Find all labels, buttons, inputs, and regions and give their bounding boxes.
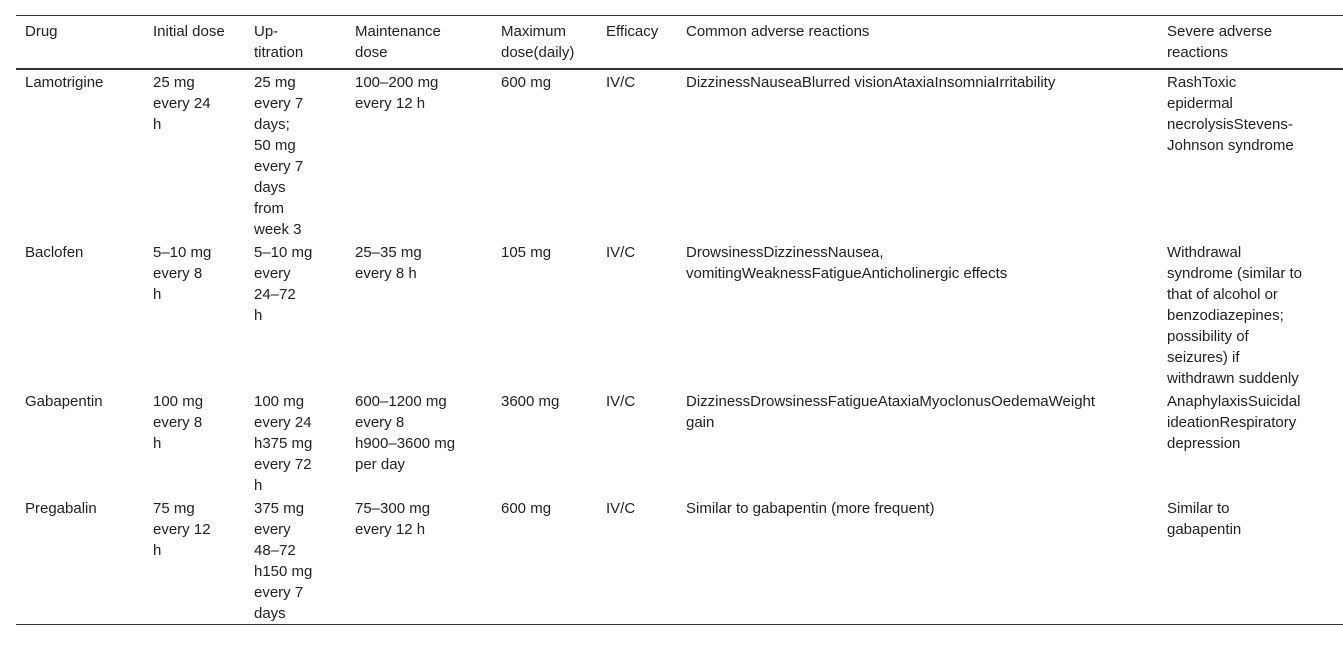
cell-maintenance-dose: 75–300 mg every 12 h xyxy=(355,500,431,538)
cell-efficacy: IV/C xyxy=(606,74,636,91)
header-drug: Drug xyxy=(25,23,58,40)
cell-up-titration: 5–10 mg every 24–72 h xyxy=(254,244,313,324)
table-row xyxy=(16,240,1343,389)
table-row xyxy=(16,496,1343,625)
cell-initial-dose: 5–10 mg every 8 h xyxy=(153,244,212,303)
cell-up-titration: 25 mg every 7 days; 50 mg every 7 days from week 3 xyxy=(254,74,304,238)
cell-maintenance-dose: 600–1200 mg every 8 h900–3600 mg per day xyxy=(355,393,456,473)
cell-severe-adverse-reactions: RashToxic epidermal necrolysisStevens- Johnson syndrome xyxy=(1167,74,1294,154)
cell-maximum-dose: 3600 mg xyxy=(501,393,560,410)
cell-severe-adverse-reactions: Similar to gabapentin xyxy=(1167,500,1242,538)
cell-efficacy: IV/C xyxy=(606,393,636,410)
cell-maximum-dose: 600 mg xyxy=(501,500,552,517)
header-common-adverse-reactions: Common adverse reactions xyxy=(686,23,870,40)
table-row xyxy=(16,69,1343,240)
header-maintenance-dose: Maintenance dose xyxy=(355,23,441,61)
cell-severe-adverse-reactions: AnaphylaxisSuicidal ideationRespiratory depression xyxy=(1167,393,1301,452)
cell-up-titration: 375 mg every 48–72 h150 mg every 7 days xyxy=(254,500,313,622)
header-up-titration: Up- titration xyxy=(254,23,304,61)
cell-common-adverse-reactions: DizzinessDrowsinessFatigueAtaxiaMyoclonusOedemaWeight gain xyxy=(686,393,1096,431)
drug-table xyxy=(16,15,1343,625)
cell-maintenance-dose: 100–200 mg every 12 h xyxy=(355,74,439,112)
cell-up-titration: 100 mg every 24 h375 mg every 72 h xyxy=(254,393,313,494)
cell-initial-dose: 75 mg every 12 h xyxy=(153,500,211,559)
header-row xyxy=(16,16,1343,70)
cell-common-adverse-reactions: Similar to gabapentin (more frequent) xyxy=(686,500,935,517)
cell-initial-dose: 100 mg every 8 h xyxy=(153,393,204,452)
header-severe-adverse-reactions: Severe adverse reactions xyxy=(1167,23,1273,61)
cell-drug: Baclofen xyxy=(25,244,84,261)
cell-common-adverse-reactions: DrowsinessDizzinessNausea, vomitingWeaknessFatigueAnticholinergic effects xyxy=(686,244,1008,282)
cell-efficacy: IV/C xyxy=(606,500,636,517)
cell-severe-adverse-reactions: Withdrawal syndrome (similar to that of alcohol or benzodiazepines; possibility of seizures) if withdrawn suddenly xyxy=(1167,244,1303,387)
cell-drug: Gabapentin xyxy=(25,393,103,410)
cell-efficacy: IV/C xyxy=(606,244,636,261)
drug-table-container xyxy=(16,15,1343,625)
cell-initial-dose: 25 mg every 24 h xyxy=(153,74,211,133)
header-maximum-dose: Maximum dose(daily) xyxy=(501,23,575,61)
cell-drug: Pregabalin xyxy=(25,500,97,517)
header-efficacy: Efficacy xyxy=(606,23,659,40)
cell-maximum-dose: 105 mg xyxy=(501,244,552,261)
cell-maximum-dose: 600 mg xyxy=(501,74,552,91)
table-row xyxy=(16,389,1343,496)
cell-drug: Lamotrigine xyxy=(25,74,104,91)
cell-maintenance-dose: 25–35 mg every 8 h xyxy=(355,244,422,282)
header-initial-dose: Initial dose xyxy=(153,23,225,40)
cell-common-adverse-reactions: DizzinessNauseaBlurred visionAtaxiaInsomniaIrritability xyxy=(686,74,1056,91)
